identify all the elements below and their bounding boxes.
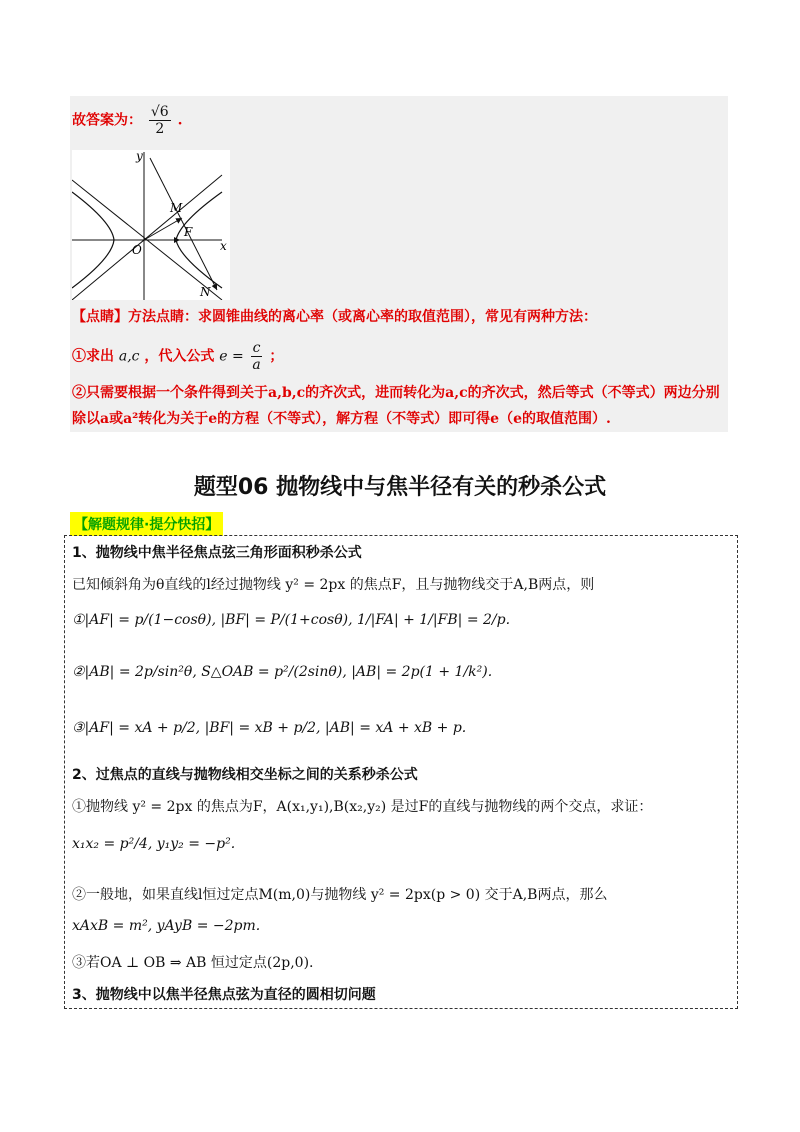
hyperbola-figure	[72, 150, 230, 300]
label-O: O	[132, 243, 142, 257]
vector-OM	[144, 218, 182, 240]
hyperbola-diagram	[72, 150, 230, 300]
answer-suffix: .	[177, 112, 183, 129]
formula-4: x₁x₂ = p²/4, y₁y₂ = −p².	[72, 836, 236, 852]
section-tag: 【解题规律·提分快招】	[70, 512, 223, 536]
answer-numerator: √6	[150, 104, 169, 120]
label-M: M	[170, 201, 183, 215]
formula-2: ②|AB| = 2p/sin²θ, S△OAB = p²/(2sinθ), |AB| = 2p(1 + 1/k²).	[72, 664, 493, 680]
tip2-end: ；	[269, 348, 284, 365]
asymptote-1	[72, 175, 222, 300]
tip-text-1: 方法点睛：求圆锥曲线的离心率（或离心率的取值范围），常见有两种方法：	[128, 309, 597, 325]
label-N: N	[200, 285, 211, 299]
heading-1: 1、抛物线中焦半径焦点弦三角形面积秒杀公式	[72, 545, 362, 561]
tip-line-2	[72, 340, 283, 373]
tip2-pre: ①求出	[72, 348, 114, 365]
paragraph-2: ①抛物线 y² = 2px 的焦点为F，A(x₁,y₁),B(x₂,y₂) 是过F的直线与抛物线的两个交点，求证：	[72, 799, 653, 815]
heading-3: 3、抛物线中以焦半径焦点弦为直径的圆相切问题	[72, 987, 376, 1003]
tip-line-3: ②只需要根据一个条件得到关于a,b,c的齐次式，进而转化为a,c的齐次式，然后等式（不等式）两边分别除以a或a²转化为关于e的方程（不等式），解方程（不等式）即可得e（e的取值范围）.	[72, 385, 720, 427]
answer-prefix: 故答案为：	[72, 112, 142, 129]
tip2-fraction	[251, 340, 263, 373]
tip2-num: c	[252, 340, 261, 356]
formula-3: ③|AF| = xA + p/2, |BF| = xB + p/2, |AB| = xA + xB + p.	[72, 720, 467, 736]
label-F: F	[184, 225, 193, 239]
paragraph-1: 已知倾斜角为θ直线的l经过抛物线 y² = 2px 的焦点F，且与抛物线交于A,B两点，则	[72, 577, 595, 593]
label-y: y	[136, 150, 143, 163]
line-MN	[150, 158, 217, 290]
tip2-den: a	[252, 357, 261, 373]
answer-denominator: 2	[155, 121, 165, 137]
tip-tag: 【点睛】	[72, 309, 128, 325]
section-title: 题型06 抛物线中与焦半径有关的秒杀公式	[193, 475, 607, 500]
tip-line-1	[72, 306, 597, 326]
answer-line	[72, 104, 182, 137]
answer-fraction	[149, 104, 171, 137]
tip2-mid: ，代入公式	[144, 348, 215, 365]
paragraph-3: ②一般地，如果直线l恒过定点M(m,0)与抛物线 y² = 2px(p > 0) 交于A,B两点，那么	[72, 887, 608, 903]
heading-2: 2、过焦点的直线与抛物线相交坐标之间的关系秒杀公式	[72, 767, 418, 783]
tip2-math: a,c	[118, 348, 140, 365]
tip2-formula: e =	[219, 348, 244, 365]
formula-5: xAxB = m², yAyB = −2pm.	[72, 918, 261, 934]
paragraph-4: ③若OA ⊥ OB ⇒ AB 恒过定点(2p,0).	[72, 955, 314, 971]
formula-1: ①|AF| = p/(1−cosθ), |BF| = P/(1+cosθ), 1/|FA| + 1/|FB| = 2/p.	[72, 612, 511, 628]
label-x: x	[220, 239, 227, 253]
